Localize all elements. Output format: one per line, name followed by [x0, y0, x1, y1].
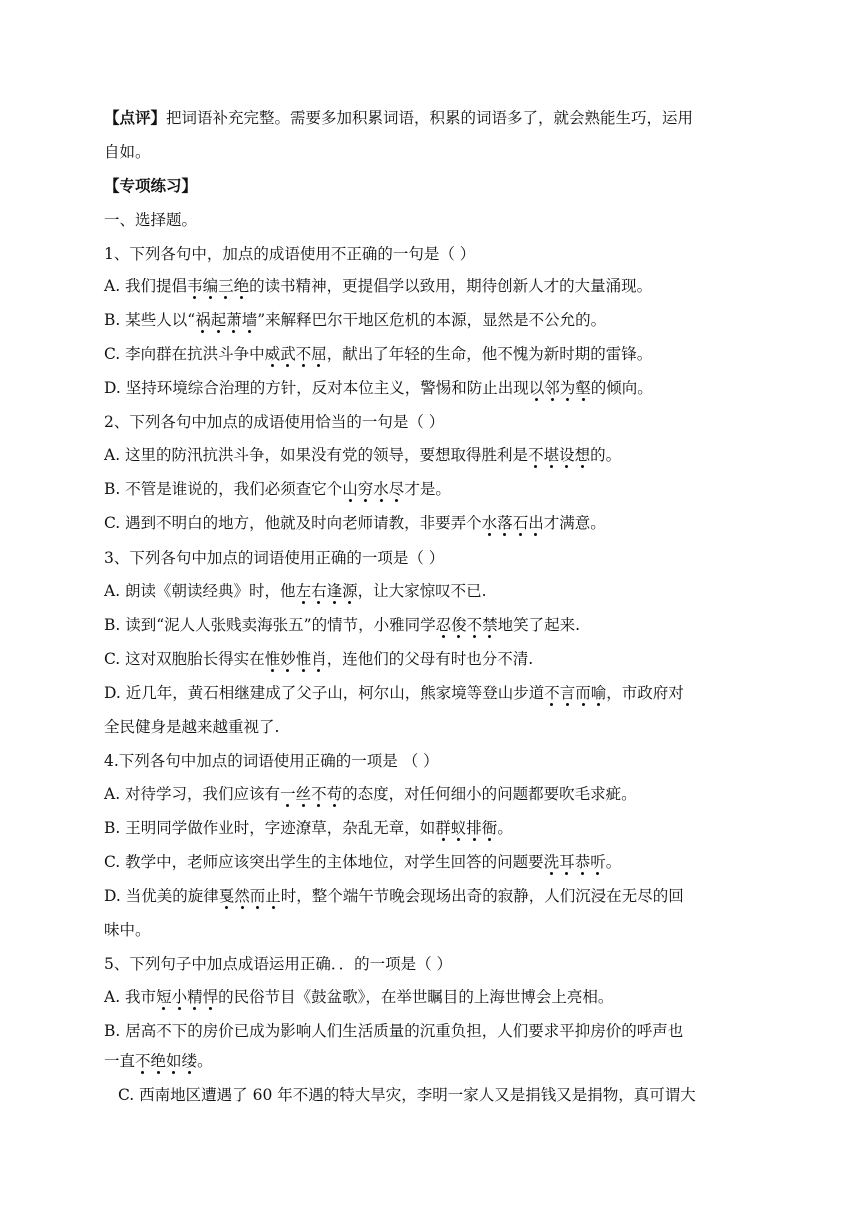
dotted-char: 不 — [295, 345, 312, 363]
dotted-char: 如 — [166, 1052, 182, 1070]
text-segment: D. 坚持环境综合治理的方针，反对本位主义，警惕和防止出现 — [104, 379, 529, 397]
text-segment: B. 某些人以“ — [104, 311, 196, 329]
text-segment: D. 当优美的旋律 — [104, 887, 219, 905]
question-4-option-d — [104, 885, 684, 907]
text-segment: A. 这里的防汛抗洪斗争，如果没有党的领导，要想取得胜利是 — [104, 446, 529, 464]
dotted-char: 落 — [497, 514, 513, 532]
text-segment: C. 这对双胞胎长得实在 — [104, 650, 265, 668]
dotted-char: 戛 — [218, 887, 235, 905]
text-segment: ，让大家惊叹不已. — [357, 582, 487, 600]
question-1-option-a — [104, 275, 652, 297]
question-3-option-d — [104, 682, 684, 704]
question-2-stem: 2、下列各句中加点的成语使用恰当的一句是（ ） — [104, 413, 445, 431]
text-segment: A. 我们提倡 — [104, 277, 188, 295]
question-4-continuation: 味中。 — [104, 921, 151, 939]
text-segment: ，献出了年轻的生命，他不愧为新时期的雷锋。 — [326, 345, 653, 363]
question-1-option-c — [104, 343, 652, 365]
question-4-stem: 4.下列各句中加点的词语使用正确的一项是 （ ） — [104, 752, 439, 770]
text-segment: B. 读到“泥人人张贱卖海张五”的情节，小雅同学 — [104, 616, 436, 634]
dotted-char: 武 — [280, 345, 296, 363]
section-title: 【专项练习】 — [104, 176, 198, 195]
question-3-option-b — [104, 614, 580, 636]
text-segment: 的。 — [590, 446, 622, 464]
question-4-option-b — [104, 817, 513, 839]
text-segment: 的民俗节目《鼓盆歌》，在举世瞩目的上海世博会上亮相。 — [218, 988, 614, 1006]
dotted-char: 萧 — [226, 311, 242, 329]
question-5-option-c: C. 西南地区遭遇了 60 年不遇的特大旱灾，李明一家人又是捐钱又是捐物，真可谓大 — [118, 1086, 696, 1104]
dotted-char: 屈 — [311, 345, 327, 363]
dotted-char: 想 — [574, 446, 591, 464]
dotted-char: 而 — [575, 684, 591, 702]
dotted-char: 衙 — [481, 819, 498, 837]
dotted-char: 韦 — [187, 277, 203, 295]
question-2-option-a — [104, 444, 621, 466]
question-2-option-c — [104, 512, 606, 534]
question-3-option-a — [104, 580, 487, 602]
question-1-option-d — [104, 377, 653, 399]
question-3-continuation: 全民健身是越来越重视了. — [104, 718, 280, 736]
text-segment: 一直 — [104, 1052, 136, 1070]
dotted-char: 绝 — [150, 1052, 167, 1070]
dotted-char: 左 — [295, 582, 312, 600]
dotted-char: 止 — [265, 887, 281, 905]
dotted-char: 以 — [528, 379, 545, 397]
dotted-char: 俊 — [451, 616, 467, 634]
question-1-option-b — [104, 309, 606, 331]
text-segment: 时，整个端午节晚会现场出奇的寂静，人们沉浸在无尽的回 — [280, 887, 684, 905]
dotted-char: 一 — [280, 785, 296, 803]
dotted-char: 源 — [342, 582, 358, 600]
dotted-char: 喻 — [590, 684, 607, 702]
dotted-char: 祸 — [195, 311, 211, 329]
text-segment: 才满意。 — [543, 514, 606, 532]
dotted-char: 短 — [156, 988, 172, 1006]
dotted-char: 丝 — [295, 785, 312, 803]
dotted-char: 三 — [218, 277, 234, 295]
dotted-char: 山 — [342, 480, 358, 498]
text-segment: C. 遇到不明白的地方，他就及时向老师请教，非要弄个 — [104, 514, 482, 532]
dotted-char: 缕 — [181, 1052, 198, 1070]
dotted-char: 编 — [202, 277, 219, 295]
dotted-char: 而 — [249, 887, 266, 905]
text-segment: B. 不管是谁说的，我们必须查它个 — [104, 480, 343, 498]
dotted-char: 壑 — [575, 379, 591, 397]
text-segment: ”来解释巴尔干地区危机的本源，显然是不公允的。 — [257, 311, 607, 329]
dotted-char: 水 — [373, 480, 389, 498]
text-segment: 地笑了起来. — [497, 616, 581, 634]
dotted-char: 言 — [559, 684, 576, 702]
dotted-char: 苟 — [326, 785, 343, 803]
dotted-char: 然 — [234, 887, 250, 905]
dotted-char: 石 — [512, 514, 529, 532]
text-segment: D. 近几年，黄石相继建成了父子山，柯尔山，熊家境等登山步道 — [104, 684, 545, 702]
text-segment: 。 — [497, 819, 513, 837]
text-segment: A. 我市 — [104, 988, 157, 1006]
dotted-char: 忍 — [435, 616, 452, 634]
review-line-2: 自如。 — [104, 143, 151, 161]
dotted-char: 妙 — [280, 650, 296, 668]
dotted-char: 蚁 — [450, 819, 467, 837]
dotted-char: 听 — [590, 853, 606, 871]
text-segment: ，市政府对 — [606, 684, 684, 702]
question-3-option-c — [104, 648, 533, 670]
dotted-char: 精 — [187, 988, 203, 1006]
dotted-char: 逢 — [326, 582, 343, 600]
text-segment: 才是。 — [404, 480, 451, 498]
review-text: 把词语补充完整。需要多加积累词语，积累的词语多了，就会熟能生巧，运用 — [166, 109, 694, 127]
dotted-char: 恭 — [574, 853, 591, 871]
dotted-char: 洗 — [543, 853, 560, 871]
question-5-option-a — [104, 986, 613, 1008]
text-segment: 。 — [197, 1052, 213, 1070]
question-4-option-c — [104, 851, 621, 873]
dotted-char: 起 — [210, 311, 227, 329]
dotted-char: 小 — [171, 988, 188, 1006]
dotted-char: 不 — [311, 785, 327, 803]
dotted-char: 不 — [544, 684, 560, 702]
dotted-char: 出 — [528, 514, 544, 532]
dotted-char: 不 — [528, 446, 544, 464]
review-label: 【点评】 — [104, 108, 167, 127]
text-segment: 。 — [605, 853, 622, 871]
dotted-char: 绝 — [233, 277, 250, 295]
text-segment: 的态度，对任何细小的问题都要吹毛求疵。 — [342, 785, 637, 803]
dotted-char: 群 — [435, 819, 451, 837]
dotted-char: 不 — [135, 1052, 151, 1070]
dotted-char: 邻 — [544, 379, 560, 397]
dotted-char: 设 — [559, 446, 575, 464]
dotted-char: 不 — [466, 616, 483, 634]
dotted-char: 墙 — [241, 311, 258, 329]
text-segment: A. 对待学习，我们应该有 — [104, 785, 281, 803]
question-5-option-b: B. 居高不下的房价已成为影响人们生活质量的沉重负担，人们要求平抑房价的呼声也 — [104, 1022, 684, 1040]
dotted-char: 肖 — [311, 650, 327, 668]
dotted-char: 水 — [481, 514, 498, 532]
dotted-char: 右 — [311, 582, 327, 600]
dotted-char: 威 — [264, 345, 281, 363]
question-3-stem: 3、下列各句中加点的词语使用正确的一项是（ ） — [104, 549, 445, 567]
review-line-1 — [104, 107, 693, 129]
dotted-char: 为 — [559, 379, 576, 397]
dotted-char: 堪 — [543, 446, 560, 464]
dotted-char: 排 — [466, 819, 482, 837]
dotted-char: 惟 — [264, 650, 281, 668]
dotted-char: 禁 — [482, 616, 498, 634]
text-segment: C. 李向群在抗洪斗争中 — [104, 345, 265, 363]
dotted-char: 尽 — [388, 480, 405, 498]
dotted-char: 耳 — [559, 853, 575, 871]
text-segment: B. 王明同学做作业时，字迹潦草，杂乱无章，如 — [104, 819, 436, 837]
question-4-option-a — [104, 783, 637, 805]
dotted-char: 悍 — [202, 988, 219, 1006]
text-segment: C. 教学中，老师应该突出学生的主体地位，对学生回答的问题要 — [104, 853, 544, 871]
part-title: 一、选择题。 — [104, 211, 198, 229]
text-segment: 的读书精神，更提倡学以致用，期待创新人才的大量涌现。 — [249, 277, 653, 295]
text-segment: A. 朗读《朝读经典》时，他 — [104, 582, 296, 600]
text-segment: ，连他们的父母有时也分不清. — [326, 650, 534, 668]
question-5-continuation — [104, 1050, 213, 1072]
question-5-stem: 5、下列句子中加点成语运用正确．．的一项是（ ） — [104, 955, 453, 973]
text-segment: 的倾向。 — [590, 379, 653, 397]
dotted-char: 惟 — [295, 650, 312, 668]
dotted-char: 穷 — [357, 480, 374, 498]
question-2-option-b — [104, 478, 451, 500]
question-1-stem: 1、下列各句中，加点的成语使用不正确的一句是（ ） — [104, 245, 476, 263]
